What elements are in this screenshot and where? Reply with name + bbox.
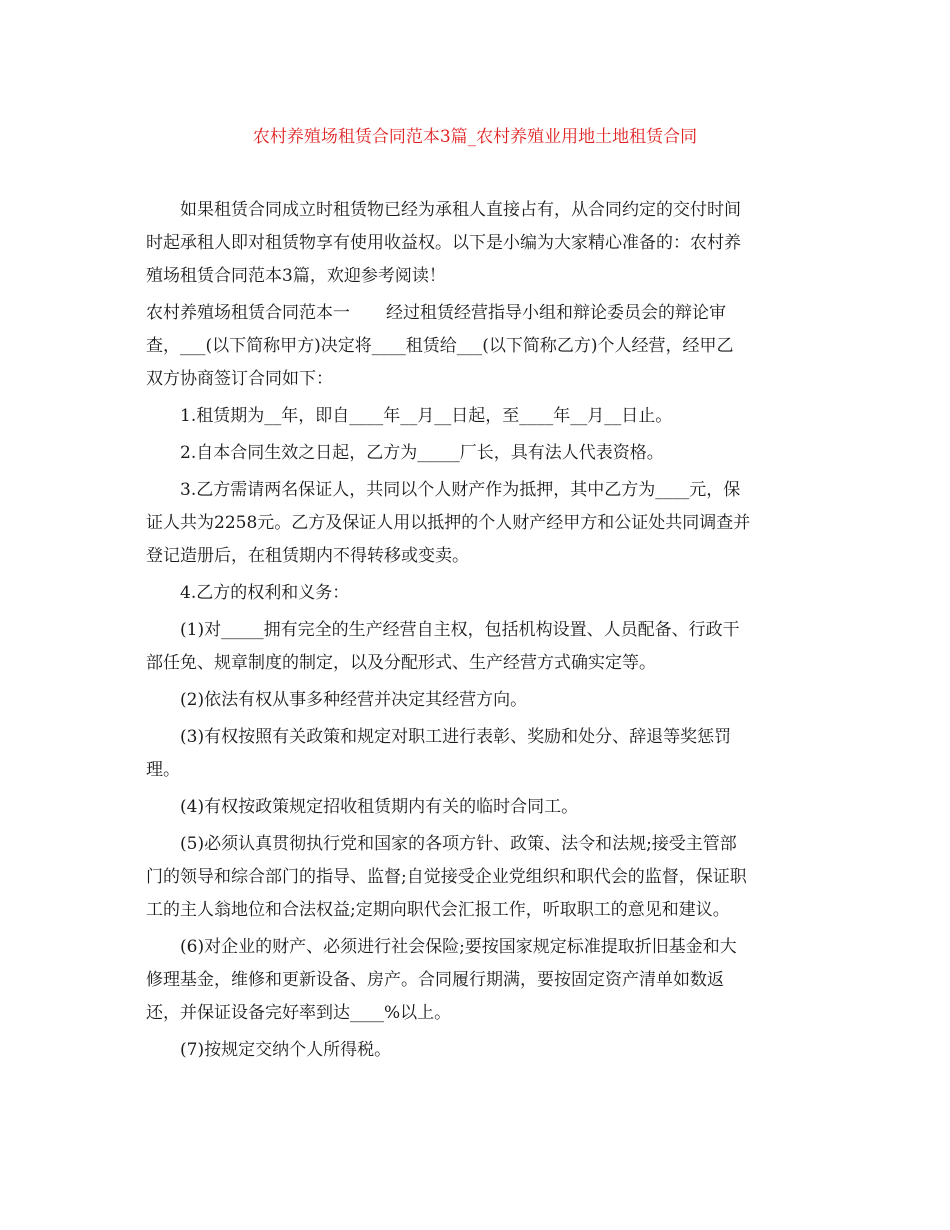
clause-1 (146, 400, 806, 433)
clause-2 (146, 437, 806, 470)
clause-line: (3)有权按照有关政策和规定对职工进行表彰、奖励和处分、辞退等奖惩罚 (180, 727, 732, 747)
clause-4-5 (146, 828, 806, 927)
clause-line: (6)对企业的财产、必须进行社会保险;要按国家规定标准提取折旧基金和大 (180, 937, 737, 957)
clause-line: (2)依法有权从事多种经营并决定其经营方向。 (180, 690, 528, 710)
clause-line: 门的领导和综合部门的指导、监督;自觉接受企业党组织和职代会的监督，保证职 (146, 867, 747, 887)
document-body (146, 194, 806, 1071)
section-first-line (146, 297, 806, 330)
clause-line: (5)必须认真贯彻执行党和国家的各项方针、政策、法令和法规;接受主管部 (180, 834, 737, 854)
section-first-text: 经过租赁经营指导小组和辩论委员会的辩论审 (386, 303, 726, 323)
intro-line: 殖场租赁合同范本3篇，欢迎参考阅读！ (146, 266, 446, 286)
clause-line: 登记造册后，在租赁期内不得转移或变卖。 (146, 546, 469, 566)
intro-line: 时起承租人即对租赁物享有使用收益权。以下是小编为大家精心准备的：农村养 (146, 233, 741, 253)
clause-line: (7)按规定交纳个人所得税。 (180, 1040, 392, 1060)
clause-4-7 (146, 1034, 806, 1067)
section-heading: 农村养殖场租赁合同范本一 (146, 303, 350, 323)
section-line: 双方协商签订合同如下： (146, 369, 333, 389)
clause-4-4 (146, 791, 806, 824)
clause-4 (146, 577, 806, 610)
section-paragraph (146, 297, 806, 396)
clause-line: 4.乙方的权利和义务： (180, 583, 350, 603)
intro-line: 如果租赁合同成立时租赁物已经为承租人直接占有，从合同约定的交付时间 (180, 200, 741, 220)
clause-line: 3.乙方需请两名保证人，共同以个人财产作为抵押，其中乙方为____元，保 (180, 480, 741, 500)
clause-4-3 (146, 721, 806, 787)
clause-line: 理。 (146, 760, 180, 780)
clause-line: 2.自本合同生效之日起，乙方为_____厂长，具有法人代表资格。 (180, 443, 664, 463)
clause-line: 工的主人翁地位和合法权益;定期向职代会汇报工作，听取职工的意见和建议。 (146, 900, 730, 920)
clause-line: 部任免、规章制度的制定，以及分配形式、生产经营方式确实定等。 (146, 653, 656, 673)
clause-4-1 (146, 614, 806, 680)
clause-line: 还，并保证设备完好率到达____%以上。 (146, 1003, 452, 1023)
document-title: 农村养殖场租赁合同范本3篇_农村养殖业用地土地租赁合同 (252, 127, 698, 147)
clause-line: (4)有权按政策规定招收租赁期内有关的临时合同工。 (180, 797, 579, 817)
intro-paragraph (146, 194, 806, 293)
clause-line: 证人共为2258元。乙方及保证人用以抵押的个人财产经甲方和公证处共同调查并 (146, 513, 751, 533)
section-line: 查，___(以下简称甲方)决定将____租赁给___(以下简称乙方)个人经营，经甲乙 (146, 336, 734, 356)
clause-3 (146, 474, 806, 573)
clause-4-2 (146, 684, 806, 717)
clause-line: 修理基金，维修和更新设备、房产。合同履行期满，要按固定资产清单如数返 (146, 970, 724, 990)
clause-4-6 (146, 931, 806, 1030)
clause-line: 1.租赁期为__年，即自____年__月__日起，至____年__月__日止。 (180, 406, 673, 426)
clause-line: (1)对_____拥有完全的生产经营自主权，包括机构设置、人员配备、行政干 (180, 620, 740, 640)
